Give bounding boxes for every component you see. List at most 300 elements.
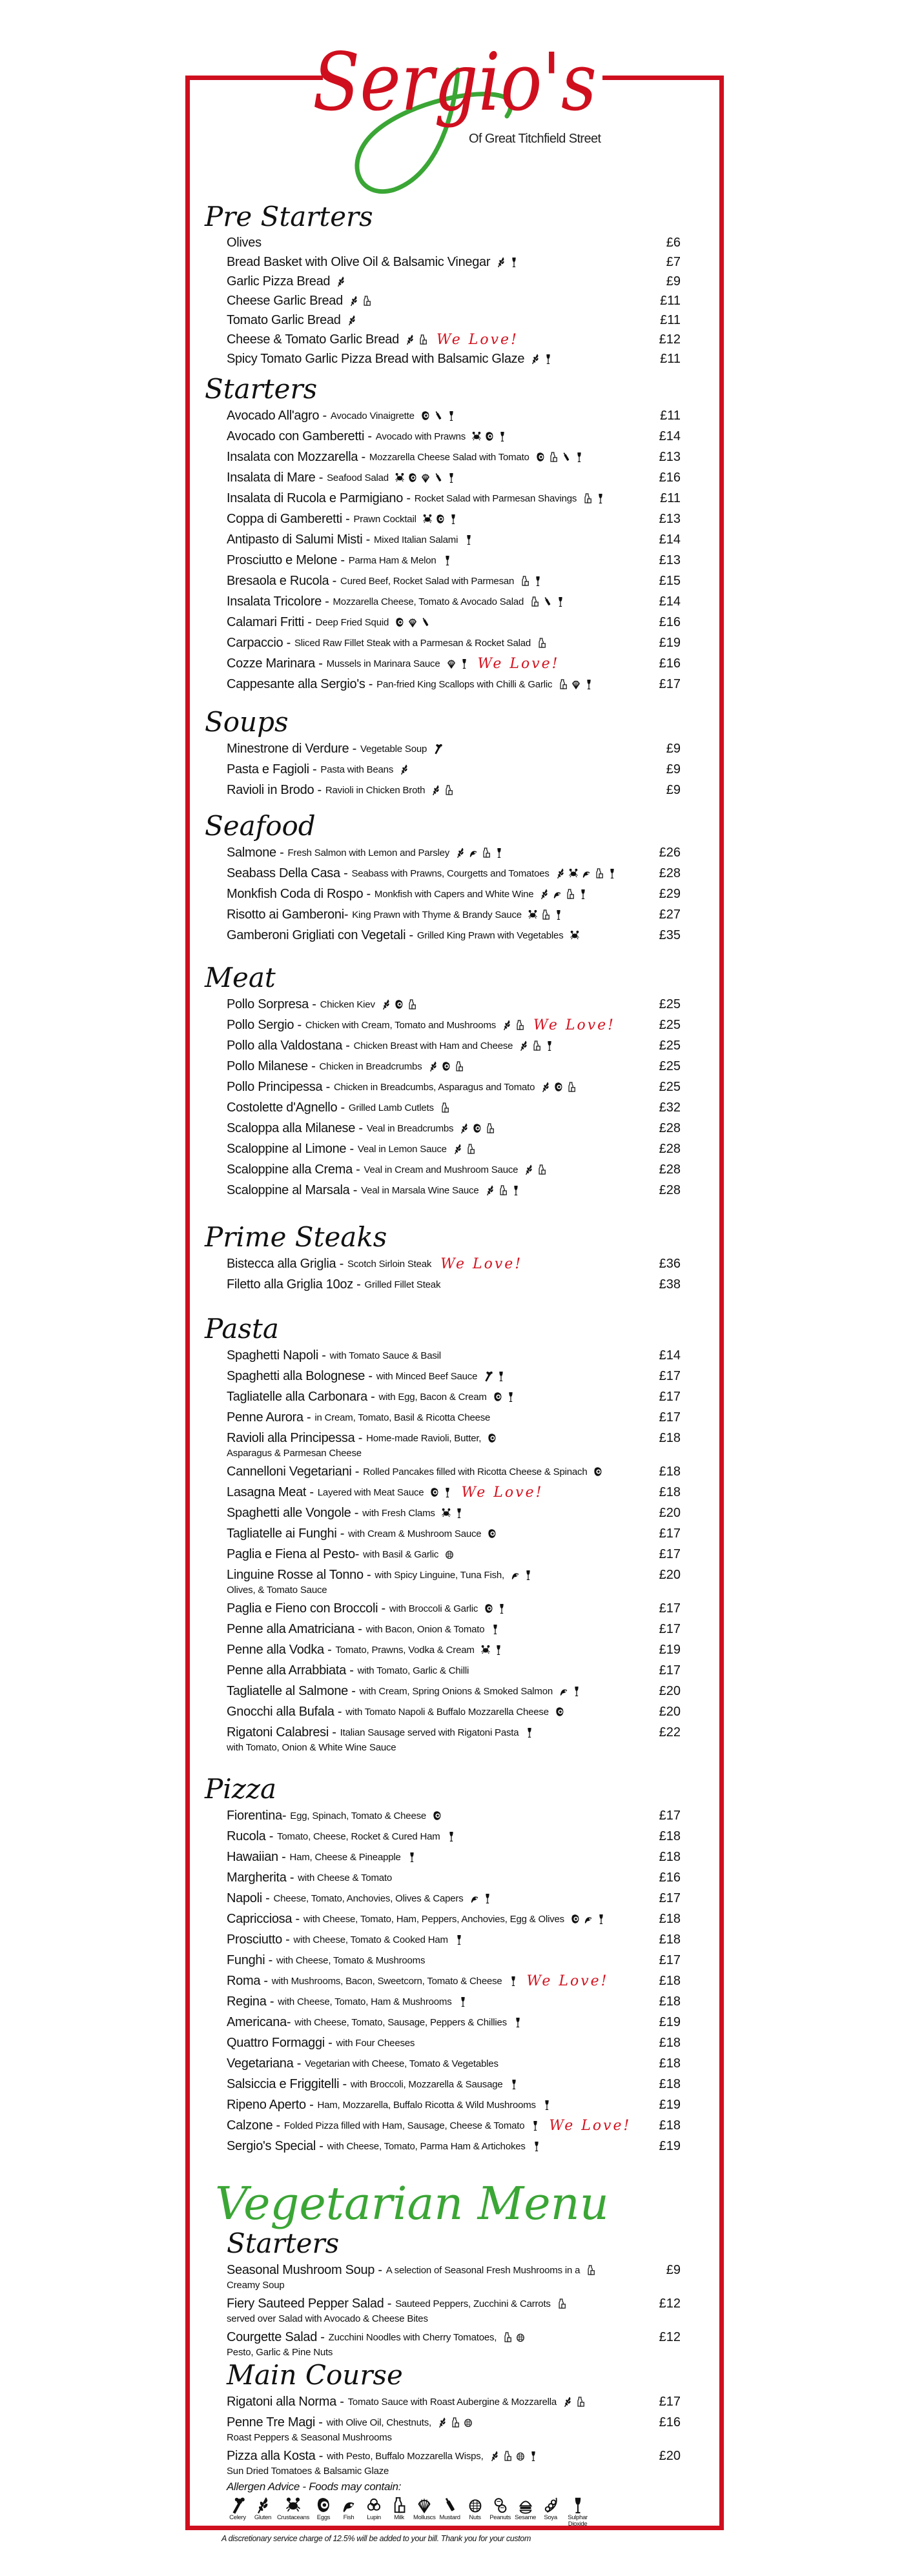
item-name: Courgette Salad - [227, 2329, 325, 2344]
fish-icon [511, 1569, 520, 1581]
item-description-continued: Olives, & Tomato Sauce [227, 1585, 327, 1596]
menu-item [227, 1180, 681, 1201]
molluscs-icon [408, 616, 417, 628]
milk-icon [566, 888, 575, 900]
item-description: with Tomato Napoli & Buffalo Mozzarella Cheese [345, 1706, 549, 1718]
menu-item-line [227, 863, 681, 884]
sulphites-icon [464, 534, 473, 545]
allergen-icons [506, 2078, 519, 2090]
item-name: Penne alla Amatriciana - [227, 1621, 362, 1636]
menu-item [227, 233, 681, 252]
menu-item [227, 1428, 681, 1461]
item-description: Ham, Cheese & Pineapple [289, 1851, 401, 1863]
sulphites-icon [596, 492, 605, 504]
menu-item [227, 1407, 681, 1428]
item-name: Spaghetti Napoli - [227, 1348, 326, 1363]
item-name: Penne alla Vodka - [227, 1642, 332, 1657]
allergen-legend-item [489, 2496, 511, 2528]
item-description: Folded Pizza filled with Ham, Sausage, Cheese & Tomato [283, 2120, 525, 2131]
sulphites-icon [455, 1934, 464, 1945]
item-description: with Fresh Clams [362, 1507, 435, 1519]
item-name: Calzone - [227, 2118, 280, 2133]
sulphites-icon [498, 431, 507, 442]
sulphites-icon [608, 867, 617, 879]
sulphites-icon [533, 575, 542, 587]
allergen-icons [517, 575, 542, 587]
allergen-label: Gluten [254, 2514, 272, 2521]
eggs-icon [408, 472, 417, 483]
item-description: with Egg, Bacon & Cream [378, 1391, 487, 1403]
allergen-label: Fish [343, 2514, 354, 2521]
item-price: £17 [659, 1952, 681, 1967]
sulphites-icon [579, 888, 588, 900]
menu-item [227, 488, 681, 509]
item-price: £17 [659, 1891, 681, 1905]
menu-item [227, 1015, 681, 1035]
allergen-icons [533, 637, 546, 649]
menu-item [227, 405, 681, 426]
mustard-icon [543, 596, 552, 607]
item-price: £18 [659, 1973, 681, 1988]
mustard-icon [434, 410, 443, 421]
allergen-legend-item [439, 2496, 461, 2528]
item-price: £28 [659, 1182, 681, 1197]
menu-item [227, 1056, 681, 1077]
eggs-icon [571, 1913, 580, 1925]
eggs-icon [554, 1081, 563, 1093]
item-description: Ravioli in Chicken Broth [325, 784, 426, 796]
item-price: £18 [659, 1829, 681, 1843]
milk-icon [498, 1184, 508, 1196]
item-description: with Basil & Garlic [363, 1548, 439, 1560]
eggs-icon [488, 1528, 497, 1539]
milk-icon [444, 784, 453, 796]
crustaceans-icon [528, 909, 537, 920]
gluten-icon [541, 1081, 550, 1093]
item-name: Seabass Della Casa - [227, 866, 348, 880]
item-price: £18 [659, 1911, 681, 1926]
item-description: Sauteed Peppers, Zucchini & Carrots [395, 2298, 551, 2309]
item-name: Prosciutto e Melone - [227, 553, 345, 567]
menu-item-line [227, 291, 681, 310]
crustaceans-icon [481, 1644, 490, 1656]
item-price: £16 [659, 614, 681, 629]
item-name: Insalata Tricolore - [227, 594, 329, 609]
item-name: Spaghetti alla Bolognese - [227, 1368, 373, 1383]
allergen-icons [498, 1019, 524, 1031]
menu-item-line [227, 1056, 681, 1077]
item-name: Calamari Fritti - [227, 614, 312, 629]
item-price: £17 [659, 2394, 681, 2409]
menu-item-line [227, 1482, 681, 1503]
sulphites-icon [443, 554, 452, 566]
menu-item [227, 426, 681, 447]
item-description: with Four Cheeses [336, 2037, 415, 2049]
item-name: Prosciutto - [227, 1932, 290, 1947]
sulphites-icon [509, 1975, 518, 1987]
nuts-icon [516, 2450, 525, 2462]
gluten-icon [563, 2396, 572, 2408]
menu-item-line [227, 1639, 681, 1660]
section-heading: Main Course [227, 2359, 403, 2391]
allergen-icons [333, 276, 345, 287]
item-price: £19 [659, 1642, 681, 1657]
menu-item [227, 2260, 681, 2293]
allergen-icons [480, 1603, 506, 1614]
item-price: £12 [659, 332, 681, 347]
allergen-icons [438, 1507, 464, 1519]
item-name: Tagliatelle ai Funghi - [227, 1526, 345, 1541]
allergen-icons [520, 1164, 546, 1175]
crustaceans-icon [570, 929, 579, 941]
sulphites-icon [513, 2016, 522, 2028]
item-price: £7 [666, 254, 681, 269]
item-price: £28 [659, 1121, 681, 1135]
allergen-icons [378, 999, 416, 1010]
item-price: £9 [666, 274, 681, 289]
allergen-icons [449, 1143, 475, 1155]
milk-icon [520, 575, 529, 587]
item-price: £18 [659, 1464, 681, 1479]
menu-item-line [227, 1139, 681, 1159]
item-price: £17 [659, 1663, 681, 1678]
allergen-icons [425, 1060, 464, 1072]
sulphites-icon [407, 1851, 416, 1863]
menu-item [227, 447, 681, 467]
item-name: Seasonal Mushroom Soup - [227, 2262, 382, 2277]
menu-item-line [227, 1701, 681, 1722]
item-description: Grilled Lamb Cutlets [348, 1102, 434, 1113]
milk-icon [532, 1040, 541, 1051]
allergen-icons [582, 2264, 595, 2276]
allergen-legend-item [413, 2496, 436, 2528]
sulphites-icon [447, 1831, 456, 1842]
menu-item-line [227, 674, 681, 695]
allergen-legend-item [464, 2496, 486, 2528]
section-heading: Pizza [205, 1773, 276, 1805]
item-description: with Cheese, Tomato, Ham & Mushrooms [278, 1996, 452, 2007]
item-name: Bresaola e Rucola - [227, 573, 336, 588]
item-name: Scaloppine al Marsala - [227, 1182, 358, 1197]
sulphites-icon [524, 1569, 533, 1581]
allergen-label: Crustaceans [277, 2514, 310, 2521]
we-love-badge: We Love! [477, 655, 560, 672]
menu-item-line [227, 904, 681, 925]
item-name: Ravioli alla Principessa - [227, 1430, 363, 1445]
item-name: Cheese & Tomato Garlic Bread [227, 332, 399, 347]
item-description: with Broccoli & Garlic [389, 1603, 478, 1614]
gluten-icon [490, 2450, 499, 2462]
allergen-icons [426, 1486, 452, 1498]
item-name: Costolette d'Agnello - [227, 1100, 345, 1115]
gluten-icon [336, 276, 345, 287]
menu-item-line [227, 1253, 681, 1274]
menu-item-line [227, 509, 681, 529]
sulphites-icon [529, 2450, 538, 2462]
item-name: Insalata con Mozzarella - [227, 449, 365, 464]
allergen-icons [434, 2417, 473, 2428]
item-name: Salmone - [227, 845, 284, 860]
item-price: £17 [659, 1808, 681, 1823]
gluten-icon [429, 1060, 438, 1072]
menu-item [227, 1950, 681, 1971]
allergen-label: Lupin [367, 2514, 381, 2521]
menu-item [227, 529, 681, 550]
sulphites-icon [531, 2120, 540, 2131]
item-name: Lasagna Meat - [227, 1485, 314, 1499]
allergen-icons [509, 2016, 522, 2028]
menu-item [227, 1544, 681, 1565]
menu-item [227, 1660, 681, 1681]
allergen-icons [484, 1528, 497, 1539]
menu-item [227, 1805, 681, 1826]
soya-icon [543, 2496, 559, 2514]
item-name: Gnocchi alla Bufala - [227, 1704, 342, 1719]
item-name: Capricciosa - [227, 1911, 300, 1926]
allergen-legend-item [388, 2496, 410, 2528]
item-name: Pizza alla Kosta - [227, 2448, 324, 2463]
menu-item [227, 1159, 681, 1180]
item-description: Tomato Sauce with Roast Aubergine & Mozzarella [347, 2396, 557, 2408]
menu-item-line [227, 1366, 681, 1386]
item-description: Cheese, Tomato, Anchovies, Olives & Capers [273, 1892, 464, 1904]
allergen-icons [396, 764, 409, 775]
molluscs-icon [416, 2496, 432, 2514]
item-description: Veal in Cream and Mushroom Sauce [364, 1164, 519, 1175]
menu-item-line [227, 780, 681, 800]
menu-item-line [227, 759, 681, 780]
item-price: £18 [659, 1485, 681, 1499]
item-price: £18 [659, 2035, 681, 2050]
menu-item [227, 330, 681, 349]
eggs-icon [484, 1603, 493, 1614]
item-description: with Cheese, Tomato, Parma Ham & Artichokes [327, 2140, 526, 2152]
allergen-icons [559, 2396, 585, 2408]
item-description: Mixed Italian Salami [373, 534, 458, 545]
menu-item-line [227, 1909, 681, 1929]
menu-item [227, 612, 681, 633]
menu-item [227, 1826, 681, 1847]
item-description: with Bacon, Onion & Tomato [365, 1623, 485, 1635]
milk-icon [391, 2496, 407, 2514]
menu-item [227, 1619, 681, 1639]
allergen-icons [487, 1623, 500, 1635]
item-name: Linguine Rosse al Tonno - [227, 1567, 371, 1582]
menu-item [227, 1461, 681, 1482]
item-name: Tagliatelle al Salmone - [227, 1683, 356, 1698]
eggs-icon [442, 1060, 451, 1072]
item-price: £17 [659, 1547, 681, 1561]
menu-item [227, 1565, 681, 1598]
gluten-icon [556, 867, 565, 879]
milk-icon [537, 1164, 546, 1175]
menu-item-line [227, 2012, 681, 2033]
item-description: with Cheese, Tomato, Ham, Peppers, Anchovies, Egg & Olives [303, 1913, 564, 1925]
menu-content [205, 194, 681, 2528]
sulphites-icon [570, 2496, 586, 2514]
item-description: with Minced Beef Sauce [376, 1370, 478, 1382]
item-description: with Cheese, Tomato & Mushrooms [276, 1954, 426, 1966]
sulphites-icon [572, 1685, 581, 1697]
menu-item [227, 1991, 681, 2012]
allergen-legend-item [363, 2496, 385, 2528]
item-name: Hawaiian - [227, 1849, 286, 1864]
sergios-logo [297, 13, 633, 207]
menu-item-line [227, 1826, 681, 1847]
allergen-icons [527, 2120, 540, 2131]
menu-item [227, 1867, 681, 1888]
item-description: Home-made Ravioli, Butter, [366, 1432, 482, 1444]
sulphites-icon [584, 678, 593, 690]
allergen-label: Peanuts [489, 2514, 511, 2521]
allergen-legend-item [565, 2496, 591, 2528]
milk-icon [595, 867, 604, 879]
item-price: £18 [659, 1932, 681, 1947]
menu-item-line [227, 2094, 681, 2115]
item-name: Insalata di Rucola e Parmigiano - [227, 491, 411, 505]
item-price: £19 [659, 2014, 681, 2029]
item-description: with Cheese, Tomato & Cooked Ham [293, 1934, 448, 1945]
menu-item [227, 994, 681, 1015]
item-description: Grilled King Prawn with Vegetables [416, 929, 564, 941]
eggs-icon [421, 410, 430, 421]
item-description: with Olive Oil, Chestnuts, [326, 2417, 431, 2428]
item-description: Avocado Vinaigrette [330, 410, 415, 421]
menu-item-line [227, 1386, 681, 1407]
item-description: with Cheese, Tomato, Sausage, Peppers & Chillies [294, 2016, 507, 2028]
menu-item [227, 1909, 681, 1929]
menu-item [227, 2293, 681, 2327]
menu-item [227, 863, 681, 884]
item-name: Carpaccio - [227, 635, 291, 650]
menu-item [227, 1971, 681, 1991]
item-description: Chicken Breast with Ham and Cheese [353, 1040, 513, 1051]
menu-item-line [227, 2293, 681, 2314]
item-name: Cheese Garlic Bread [227, 293, 343, 308]
allergen-icons [452, 847, 504, 858]
item-name: Penne alla Arrabbiata - [227, 1663, 354, 1678]
sulphites-icon [483, 1892, 492, 1904]
menu-item-line [227, 1461, 681, 1482]
sulphites-icon [544, 353, 553, 365]
sulphites-icon [506, 1391, 515, 1403]
allergen-icons [507, 1569, 533, 1581]
allergen-legend-item [515, 2496, 537, 2528]
menu-item [227, 272, 681, 291]
item-description: Tomato, Cheese, Rocket & Cured Ham [277, 1831, 440, 1842]
milk-icon [586, 2264, 595, 2276]
sulphites-icon [491, 1623, 500, 1635]
item-name: Paglia e Fieno con Broccoli - [227, 1601, 385, 1616]
menu-item [227, 1386, 681, 1407]
fish-icon [469, 847, 478, 858]
item-price: £20 [659, 2448, 681, 2463]
menu-item-line [227, 233, 681, 252]
gluten-icon [400, 764, 409, 775]
allergen-icons [429, 743, 442, 755]
milk-icon [440, 1102, 449, 1113]
item-description: Italian Sausage served with Rigatoni Pasta [340, 1727, 519, 1738]
menu-item-line [227, 2327, 681, 2348]
allergen-icons [427, 784, 453, 796]
menu-item [227, 1253, 681, 1274]
menu-item [227, 1503, 681, 1523]
item-name: Cannelloni Vegetariani - [227, 1464, 360, 1479]
item-name: Cozze Marinara - [227, 656, 323, 671]
fish-icon [341, 2496, 356, 2514]
menu-item [227, 291, 681, 310]
milk-icon [466, 1143, 475, 1155]
item-description: in Cream, Tomato, Basil & Ricotta Cheese [314, 1412, 491, 1423]
item-price: £28 [659, 1162, 681, 1177]
item-name: Antipasto di Salumi Misti - [227, 532, 370, 547]
menu-item-line [227, 1077, 681, 1097]
section-heading: Starters [205, 373, 318, 405]
menu-item [227, 509, 681, 529]
allergen-legend-item [277, 2496, 309, 2528]
sulphites-icon [497, 1603, 506, 1614]
menu-item [227, 467, 681, 488]
item-price: £25 [659, 1017, 681, 1032]
menu-item-line [227, 925, 681, 946]
menu-item-line [227, 252, 681, 272]
logo-tagline: Of Great Titchfield Street [469, 132, 601, 146]
logo-wordmark: Sergio's [313, 36, 597, 129]
item-description: King Prawn with Thyme & Brandy Sauce [352, 909, 522, 920]
milk-icon [515, 1019, 524, 1031]
item-description: Veal in Breadcrumbs [366, 1122, 454, 1134]
item-price: £17 [659, 1621, 681, 1636]
allergen-icons [443, 658, 469, 669]
allergen-icons [486, 2450, 538, 2462]
item-description: Scotch Sirloin Steak [347, 1258, 432, 1270]
allergen-icons [466, 1892, 492, 1904]
service-charge-note: A discretionary service charge of 12.5% will be added to your bill. Thank you for your custom [221, 2534, 531, 2543]
item-description: Rocket Salad with Parmesan Shavings [414, 492, 577, 504]
item-price: £18 [659, 1430, 681, 1445]
item-name: Tagliatelle alla Carbonara - [227, 1389, 375, 1404]
item-price: £38 [659, 1277, 681, 1292]
menu-item [227, 1929, 681, 1950]
menu-item-line [227, 2412, 681, 2433]
allergen-legend-item [540, 2496, 562, 2528]
menu-item [227, 591, 681, 612]
menu-item [227, 252, 681, 272]
milk-icon [503, 2450, 512, 2462]
item-name: Garlic Pizza Bread [227, 274, 331, 289]
sulphites-icon [511, 1184, 520, 1196]
item-name: Rigatoni Calabresi - [227, 1725, 336, 1739]
item-price: £13 [659, 511, 681, 526]
menu-item [227, 550, 681, 571]
allergen-icons [552, 867, 617, 879]
menu-item-line [227, 884, 681, 904]
item-name: Risotto ai Gamberoni- [227, 907, 349, 922]
item-description: Rolled Pancakes filled with Ricotta Cheese & Spinach [363, 1466, 588, 1477]
item-price: £17 [659, 1389, 681, 1404]
item-description: Veal in Lemon Sauce [357, 1143, 447, 1155]
gluten-icon [406, 334, 415, 345]
menu-item-line [227, 488, 681, 509]
allergen-icons [505, 1975, 518, 1987]
item-price: £19 [659, 2097, 681, 2112]
allergen-icons [532, 451, 584, 463]
menu-item-line [227, 1035, 681, 1056]
item-description: Vegetarian with Cheese, Tomato & Vegetables [305, 2058, 498, 2069]
menu-item-line [227, 1407, 681, 1428]
allergen-icons [536, 888, 588, 900]
milk-icon [559, 678, 568, 690]
